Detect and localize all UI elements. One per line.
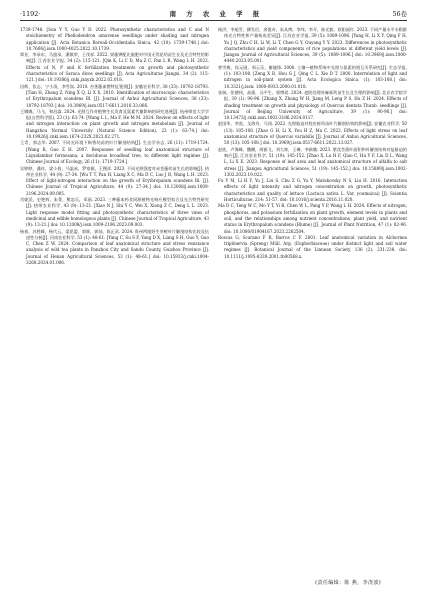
page-number: ·1192· (20, 10, 41, 18)
reference-entry: 张瑞，张德伟，高强，冯平生，郭博爱. 2024. 遮阴处理对麻栎幼苗生长及生理的影响[J]. 北京农学院学报, 39 (1): 90-96. [Zhang X, Zhang W H, Jiang M, Leng P S, Hu Z H. 2024. Effects of shading treatment on growth and physiology of Quercus dentata Thunb. seedlings [J]. Journal of Beijing University of Agriculture, 39 (1): 90-96.] doi: 10.13473/j.cnki.issn.1002-3186.2024.0117. (218, 89, 407, 121)
reference-entry: Ma D C, Teng W C, Mo Y T, Yi B, Chen W L, Pang Y P, Wang L H. 2024. Effects of nitrogen, phosphorus, and potassium fertilization on plant growth, element levels in plants and soil, and the relationships among nutrient concentrations, plant yield, and nutrient status in Erythropalum scandens (Blume) [J]. Journal of Plant Nutrition, 47 (1): 82-96. doi: 10.1080/01904167.2023.2262504. (218, 203, 407, 234)
reference-entry: 杨春，苏胜峰，杨代云，梁思盟，郭辉，郭灿，陈正武. 2024. 贵州两地野生茶树叶片解剖结构比较及抗逆性分析[J]. 河南农业科学, 53 (1): 48-61. [Yang C, Su S F, Yang D X, Liang S H, Guo Y, Guo C, Chen Z W. 2024. Comparison of leaf anatomical structure and stress resistance analysis of wild tea plants in Panzhou City and Sandu County, Guizhou Province [J]. Journal of Henan Agricultural Sciences, 53 (1): 48-61.] doi: 10.15933/j.cnki.1004-3268.2024.01.006. (20, 228, 209, 265)
reference-entry: 赵国华，李黑，戈海舟，马闯. 2022. 光照胁迫对栓皮栎幼苗叶片解剖结构的影响[J]. 安徽农业科学, 50 (13): 105-108. [Zhao G H, Li X, You H Z, Ma C. 2022. Effects of light stress on leaf anatomical structure of Quercus variabilis [J]. Journal of Anhui Agricultural Sciences, 50 (13): 105-108.] doi: 10.3969/j.issn.0517-6611.2022.13.027. (218, 121, 407, 146)
reference-entry: 王青，郭志华. 2007. 不同光环境下枫香幼苗的叶片解剖结构[J]. 生态学杂志, 26 (11): 1719-1724. [Wang R, Guo Z H. 2007. Responses of seedling leaf anatomical structure of Liquidambar formosana, a deciduous broadleaf tree, to different light regimes [J]. Chinese Journal of Ecology, 26 (11): 1719-1724.] (20, 140, 209, 165)
reference-column-right (218, 27, 407, 266)
reference-entry: 肖妮沃，史艳辉，朱菁，熊忠乐，邓丽. 2023. 三种藤本药食同源植物光响应模型拟合及光合特性研究[J]. 热带农业科学, 43 (9): 13-21. [Xiao N J, Shi Y C, Wei X, Xiong Z C, Deng L L. 2023. Light response model fitting and photosynthetic characteristics of three vines of medicinal and edible homologous plants [J]. Chinese Journal of Tropical Agriculture, 43 (9): 13-21.] doi: 10.12008/j.issn.1009-2196.2023.09.003. (20, 197, 209, 228)
reference-columns (20, 27, 407, 266)
reference-entry: 王娜娜，马飞，和昌淼. 2024. 光照互作对植物生长发育及氮素代谢影响的研究进展[J]. 杭州师范大学学报(自然科学版), 23 (1): 63-74. [Wang L L, Ma F, He M M. 2024. Review on effects of light and nitrogen interaction on plant growth and nitrogen metabolism [J]. Journal of Hangzhou Normal University (Natural Science Edition), 23 (1): 63-74.] doi: 10.19926/j.cnki.issn.1674-232X.2023.02.271. (20, 108, 209, 140)
reference-column-left (20, 27, 209, 266)
reference-entry: 曾雪梅，侯元刚，周云乐，谢捷锋. 2000. 土壤—植物系统中光照与氮素的相互关系研究[J]. 生态学报, (1): 103-108. [Zeng X B, Hou G J, Qing C L, Xie D T. 2000. Interrelation of light and nitrogen in soil-plant system [J]. Acta Ecologica Sinica, (1): 103-108.] doi: 10.3321/j.issn: 1000-0933.2000.01.018. (218, 64, 407, 89)
reference-entry: 1739-1748. [Sun Y Y, Guo Y D. 2022. Photosynthetic characteristics and C and N stoichiometry of Phellodendron amurense seedlings under shading and nitrogen application [J]. Acta Botanica Boreali-Occidentalia Sinica, 42 (10): 1739-1748.] doi: 10.7606/j.issn.1000-4025.2022.10.1739. (20, 27, 209, 51)
volume-label: 56卷 (392, 10, 407, 18)
running-header (20, 9, 407, 21)
reference-entry: 赵欣，卢海峰，魏腰，胡雅飞，刘大林，王琳，李新娥. 2023. 紫花苜蓿叶面积和叶解剖结构对盐胁迫的响应[J]. 江苏农业科学, 51 (19): 145-152. [Zhao X, Lu H F, Qiao C, Hu Y F, Liu D L, Wang L, Li X E. 2023. Response of leaf area and leaf anatomical structure of alfalfa to salt stress [J]. Jiangsu Agricultural Sciences, 51 (19): 145-152.] doi: 10.15889/j.issn.1002-1302.2023.19.022. (218, 146, 407, 177)
journal-title: 南 方 农 业 学 报 (169, 10, 264, 18)
reference-entry: Roscas G, Scarano F R, Barros C F. 2001. Leaf anatomical variation in Alchornea triplinervia (Spreng) Müll. Arg. (Euphorbiaceae) under distinct light and soil water regimes [J]. Botanical Journal of the Linnean Society, 136 (2): 231-238. doi: 10.1111/j.1095-8339.2001.tb00568.x. (218, 234, 407, 259)
reference-entry: 田辉，张志，宁小清，李雪岚. 2010. 杏茎藤雀猪特征鉴别[J]. 安徽农业科学, 38 (33): 18792-18793. [Tian H, Zhang Z, Ning X Q, Li X X. 2010. Identification of microscopic characteristics of Erythropalum scandens Bl. [J]. Journal of Anhui Agricultural Sciences, 38 (33): 18792-18793.] doi: 10.3969/j.issn.0517-6611.2010.33.066. (20, 83, 209, 108)
reference-entry: Fu Y M, Li H Y, Yu J, Liu S, Chu Z G, Yu Y, Matukovsky N S, Liu H. 2016. Interaction effects of light intensity and nitrogen concentration on growth, photosynthetic characteristics and quality of lettuce (Lactuca sativa L. Var. youmaicai) [J]. Scientia Horticulturae, 214: 51-57. doi: 10.1016/j.scienta.2016.11.020. (218, 178, 407, 203)
reference-entry: 覃业，李承东，马盛承，潘敏荣，王茂祥. 2022. 果藤钾配比施肥对中国无忧花幼苗生长及光合特性的影响[J]. 江西农业学报, 34 (2): 115-121. [Qin K, Li C D, Ma Z C, Pan L R, Wang L H. 2022. Effects of N, P and K fertilization treatments on growth and photosynthetic characteristics of Saraca dives seedlings [J]. Acta Agriculturae Jiangxi, 34 (2): 115-121.] doi: 10.19386/j.cnki.jxnyxb.2022.02.018. (20, 52, 209, 83)
reference-entry: 杨洪，李旭雪，柳发衍，余俊奇，朱从博，李纬，李开，陈光毅，欧阳丽红. 2023. 不同产量水平水稻群体光合特性和产量构成差异[J]. 江苏农业学报, 39 (5): 1089-1096. [Yang H, Li X Y, Qing F H, Yu J Q, Zhu C H, Li W, Li T, Chen G Y, Ouyang Y Y. 2023. Differences in photosynthetic characteristics and yield components of rice populations at different yield levels [J]. Jiangsu Journal of Agricultural Sciences, 39 (5): 1089-1096.] doi: 10.3969/j.issn.1000-4440.2023.05.001. (218, 27, 407, 64)
reference-entry: 吴婷婷，潘祥，梁小春，马温承，罗家颖，王搜祥. 2023. 不同光照强度对赤苍藤幼苗生长的影响[J]. 热带农业科学, 44 (9): 27-34. [Wu T T, Pan H, Liang X C, Ma D C, Luo J R, Wang L H. 2023. Effect of light-nitrogen interaction on the growth of Erythropalum scandens Bl. [J]. Chinese Journal of Tropical Agriculture, 44 (9): 27-34.] doi: 10.12008/j.issn.1009-2196.2024.09.005. (20, 165, 209, 196)
editor-credit: (责任编辑：陈 燕，李浇波) (315, 580, 381, 586)
